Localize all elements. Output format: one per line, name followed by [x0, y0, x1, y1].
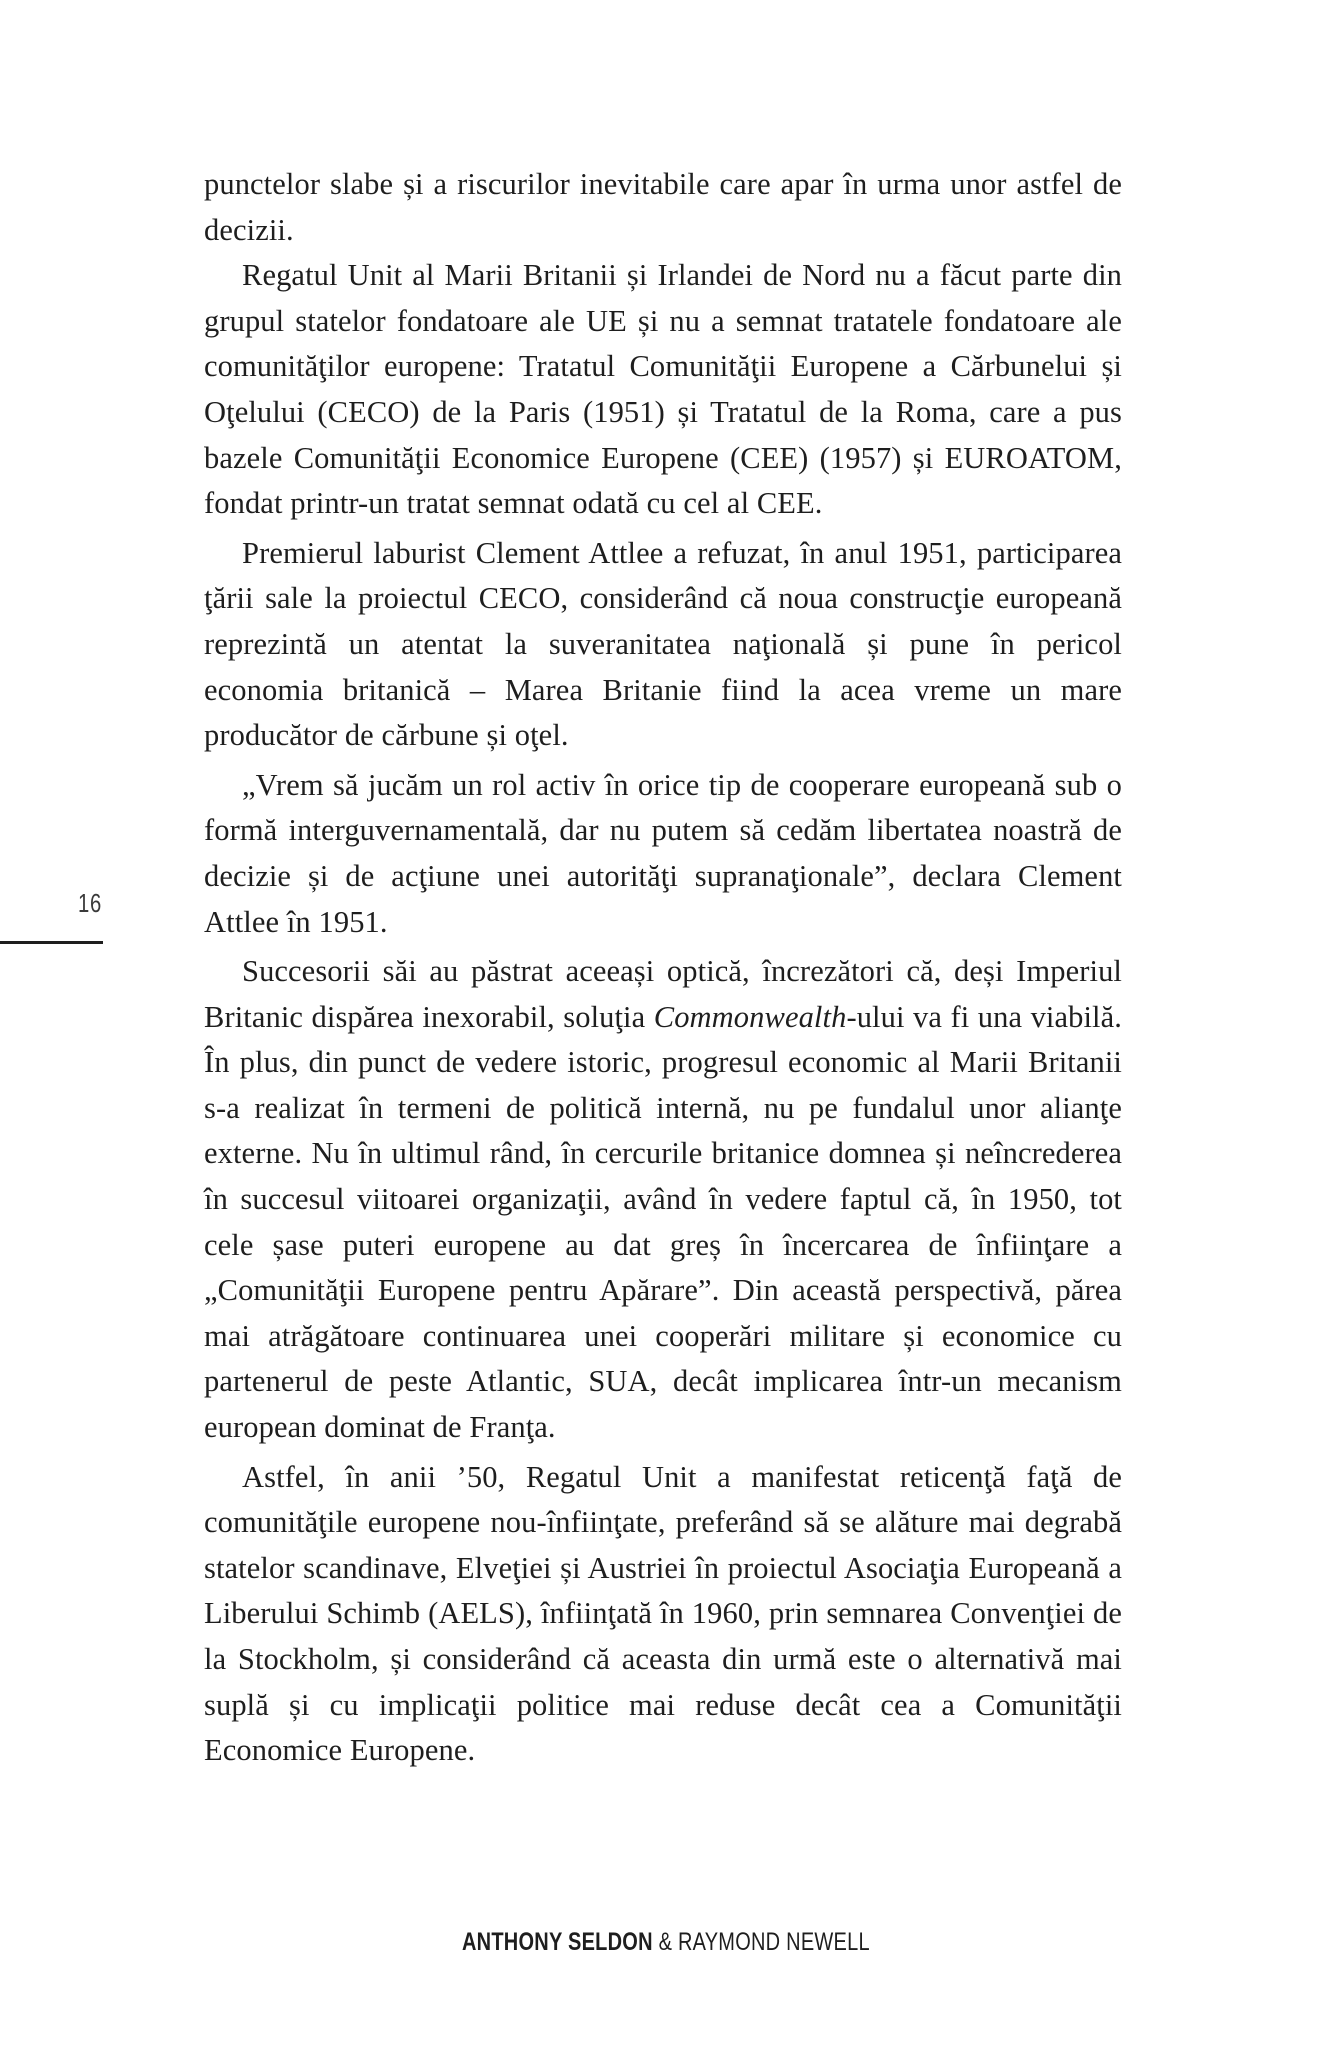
- body-text: [204, 162, 1122, 1774]
- footer-separator: &: [652, 1928, 678, 1956]
- page-number-rule: [0, 941, 103, 944]
- page-number: 16: [78, 888, 103, 918]
- paragraph-attlee-quote: „Vrem să jucăm un rol activ în orice tip de cooperare europeană sub o formă interguvernamentală, dar nu putem să cedăm libertatea noastră de decizie și de acţiune unei autorităţi supranaţionale”, declara Clement Attlee în 1951.: [204, 767, 1122, 939]
- paragraph-attlee-refusal: Premierul laburist Clement Attlee a refuzat, în anul 1951, participarea ţării sale la proiectul CECO, considerând că noua construcţie europeană reprezintă un atentat la suveranitatea naţională și pune în pericol economia britanică – Marea Britanie fiind la acea vreme un mare producător de cărbune și oţel.: [204, 535, 1122, 753]
- paragraph-uk-not-founder: Regatul Unit al Marii Britanii și Irlandei de Nord nu a făcut parte din grupul statelor fondatoare ale UE și nu a semnat tratatele fondatoare ale comunităţilor europene: Tratatul Comunităţii Europene a Cărbunelui și Oţelului (CECO) de la Paris (1951) și Tratatul de la Roma, care a pus bazele Comunităţii Economice Europene (CEE) (1957) și EUROATOM, fondat printr-un tratat semnat odată cu cel al CEE.: [204, 258, 1122, 521]
- commonwealth-italic: Commonwealth: [653, 999, 847, 1034]
- footer-author-primary: ANTHONY SELDON: [461, 1928, 653, 1956]
- running-footer: [0, 1928, 1331, 1957]
- paragraph-successors-text-start: Succesorii săi au păstrat aceeași optică, încrezători că, deși Imperiul Britanic dispărea inexorabil, soluţia: [204, 954, 1122, 1034]
- paragraph-aels: Astfel, în anii ’50, Regatul Unit a manifestat reticenţă faţă de comunităţile europene nou-înfiinţate, preferând să se alăture mai degrabă statelor scandinave, Elveţiei și Austriei în proiectul Asociaţia Europeană a Liberului Schimb (AELS), înfiinţată în 1960, prin semnarea Convenţiei de la Stockholm, și considerând că aceasta din urmă este o alternativă mai suplă și cu implicaţii politice mai reduse decât cea a Comunităţii Economice Europene.: [204, 1459, 1122, 1768]
- paragraph-successors: [204, 949, 1122, 1451]
- paragraph-continued: punctelor slabe și a riscurilor inevitabile care apar în urma unor astfel de decizii.: [204, 167, 1122, 247]
- running-footer-authors: [462, 1928, 870, 1957]
- footer-author-secondary: RAYMOND NEWELL: [677, 1928, 870, 1956]
- paragraph-successors-text-end: -ului va fi una viabilă. În plus, din punct de vedere istoric, progresul economic al Marii Britanii s-a realizat în termeni de politică internă, nu pe fundalul unor alianţe externe. Nu în ultimul rând, în cercurile britanice domnea și neîncrederea în succesul viitoarei organizaţii, având în vedere faptul că, în 1950, tot cele șase puteri europene au dat greș în încercarea de înfiinţare a „Comunităţii Europene pentru Apărare”. Din această perspectivă, părea mai atrăgătoare continuarea unei cooperări militare și economice cu partenerul de peste Atlantic, SUA, decât implicarea într-un mecanism european dominat de Franţa.: [204, 999, 1122, 1445]
